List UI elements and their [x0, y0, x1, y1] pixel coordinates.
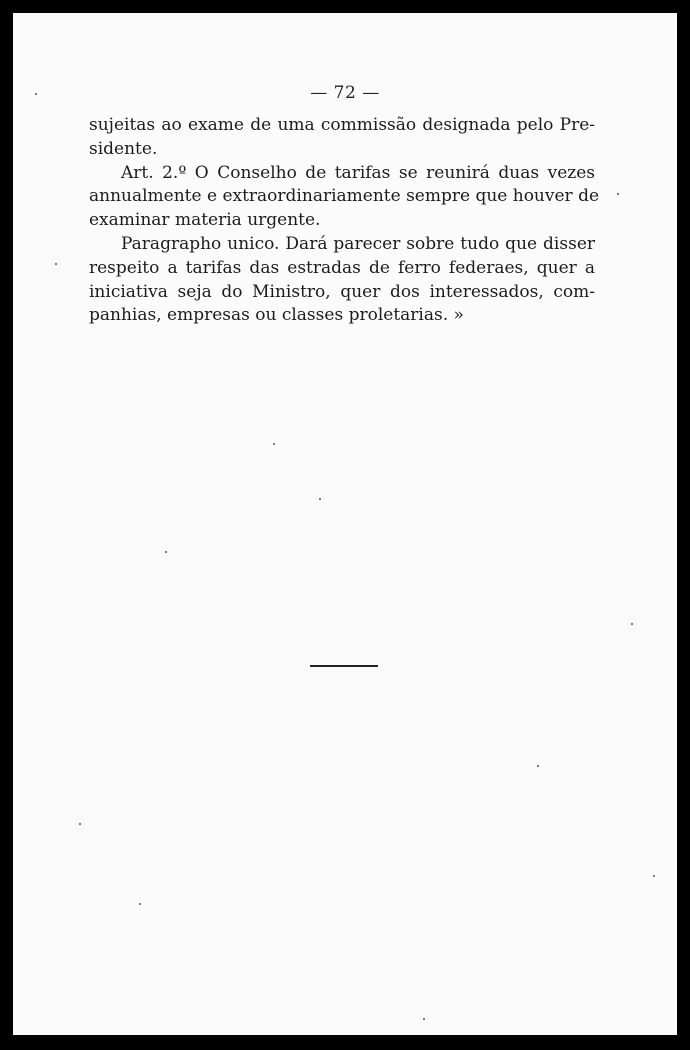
text-line: Art. 2.º O Conselho de tarifas se reunirá duas vezes — [121, 162, 595, 183]
scan-speck — [35, 93, 37, 95]
text-line: sujeitas ao exame de uma commissão designada pelo Pre- — [89, 115, 595, 135]
text-line: iniciativa seja do Ministro, quer dos interessados, com- — [89, 281, 595, 302]
scan-speck — [653, 875, 655, 877]
scan-speck — [139, 903, 141, 905]
text-line: examinar materia urgente. — [89, 210, 321, 231]
scan-speck — [537, 765, 539, 767]
paragraph-continuation — [89, 114, 595, 162]
scan-speck — [631, 623, 633, 625]
page-number: — 72 — — [310, 83, 380, 103]
scan-speck — [273, 443, 275, 445]
scan-speck — [55, 263, 57, 265]
paragraph-unico — [89, 233, 595, 328]
body-text — [89, 114, 600, 328]
book-page — [13, 13, 677, 1035]
text-line: annualmente e extraordinariamente sempre que houver de — [89, 186, 600, 207]
scan-speck — [617, 193, 619, 195]
paragraph-article-2 — [89, 162, 600, 233]
section-end-rule — [310, 665, 378, 667]
scan-speck — [79, 823, 81, 825]
text-line: sidente. — [89, 138, 158, 159]
text-line: respeito a tarifas das estradas de ferro federaes, quer a — [89, 257, 595, 278]
text-line: Paragrapho unico. Dará parecer sobre tudo que disser — [121, 233, 595, 254]
text-line: panhias, empresas ou classes proletarias. » — [89, 305, 464, 326]
scan-speck — [423, 1018, 425, 1020]
scan-speck — [165, 551, 167, 553]
scan-speck — [319, 498, 321, 500]
